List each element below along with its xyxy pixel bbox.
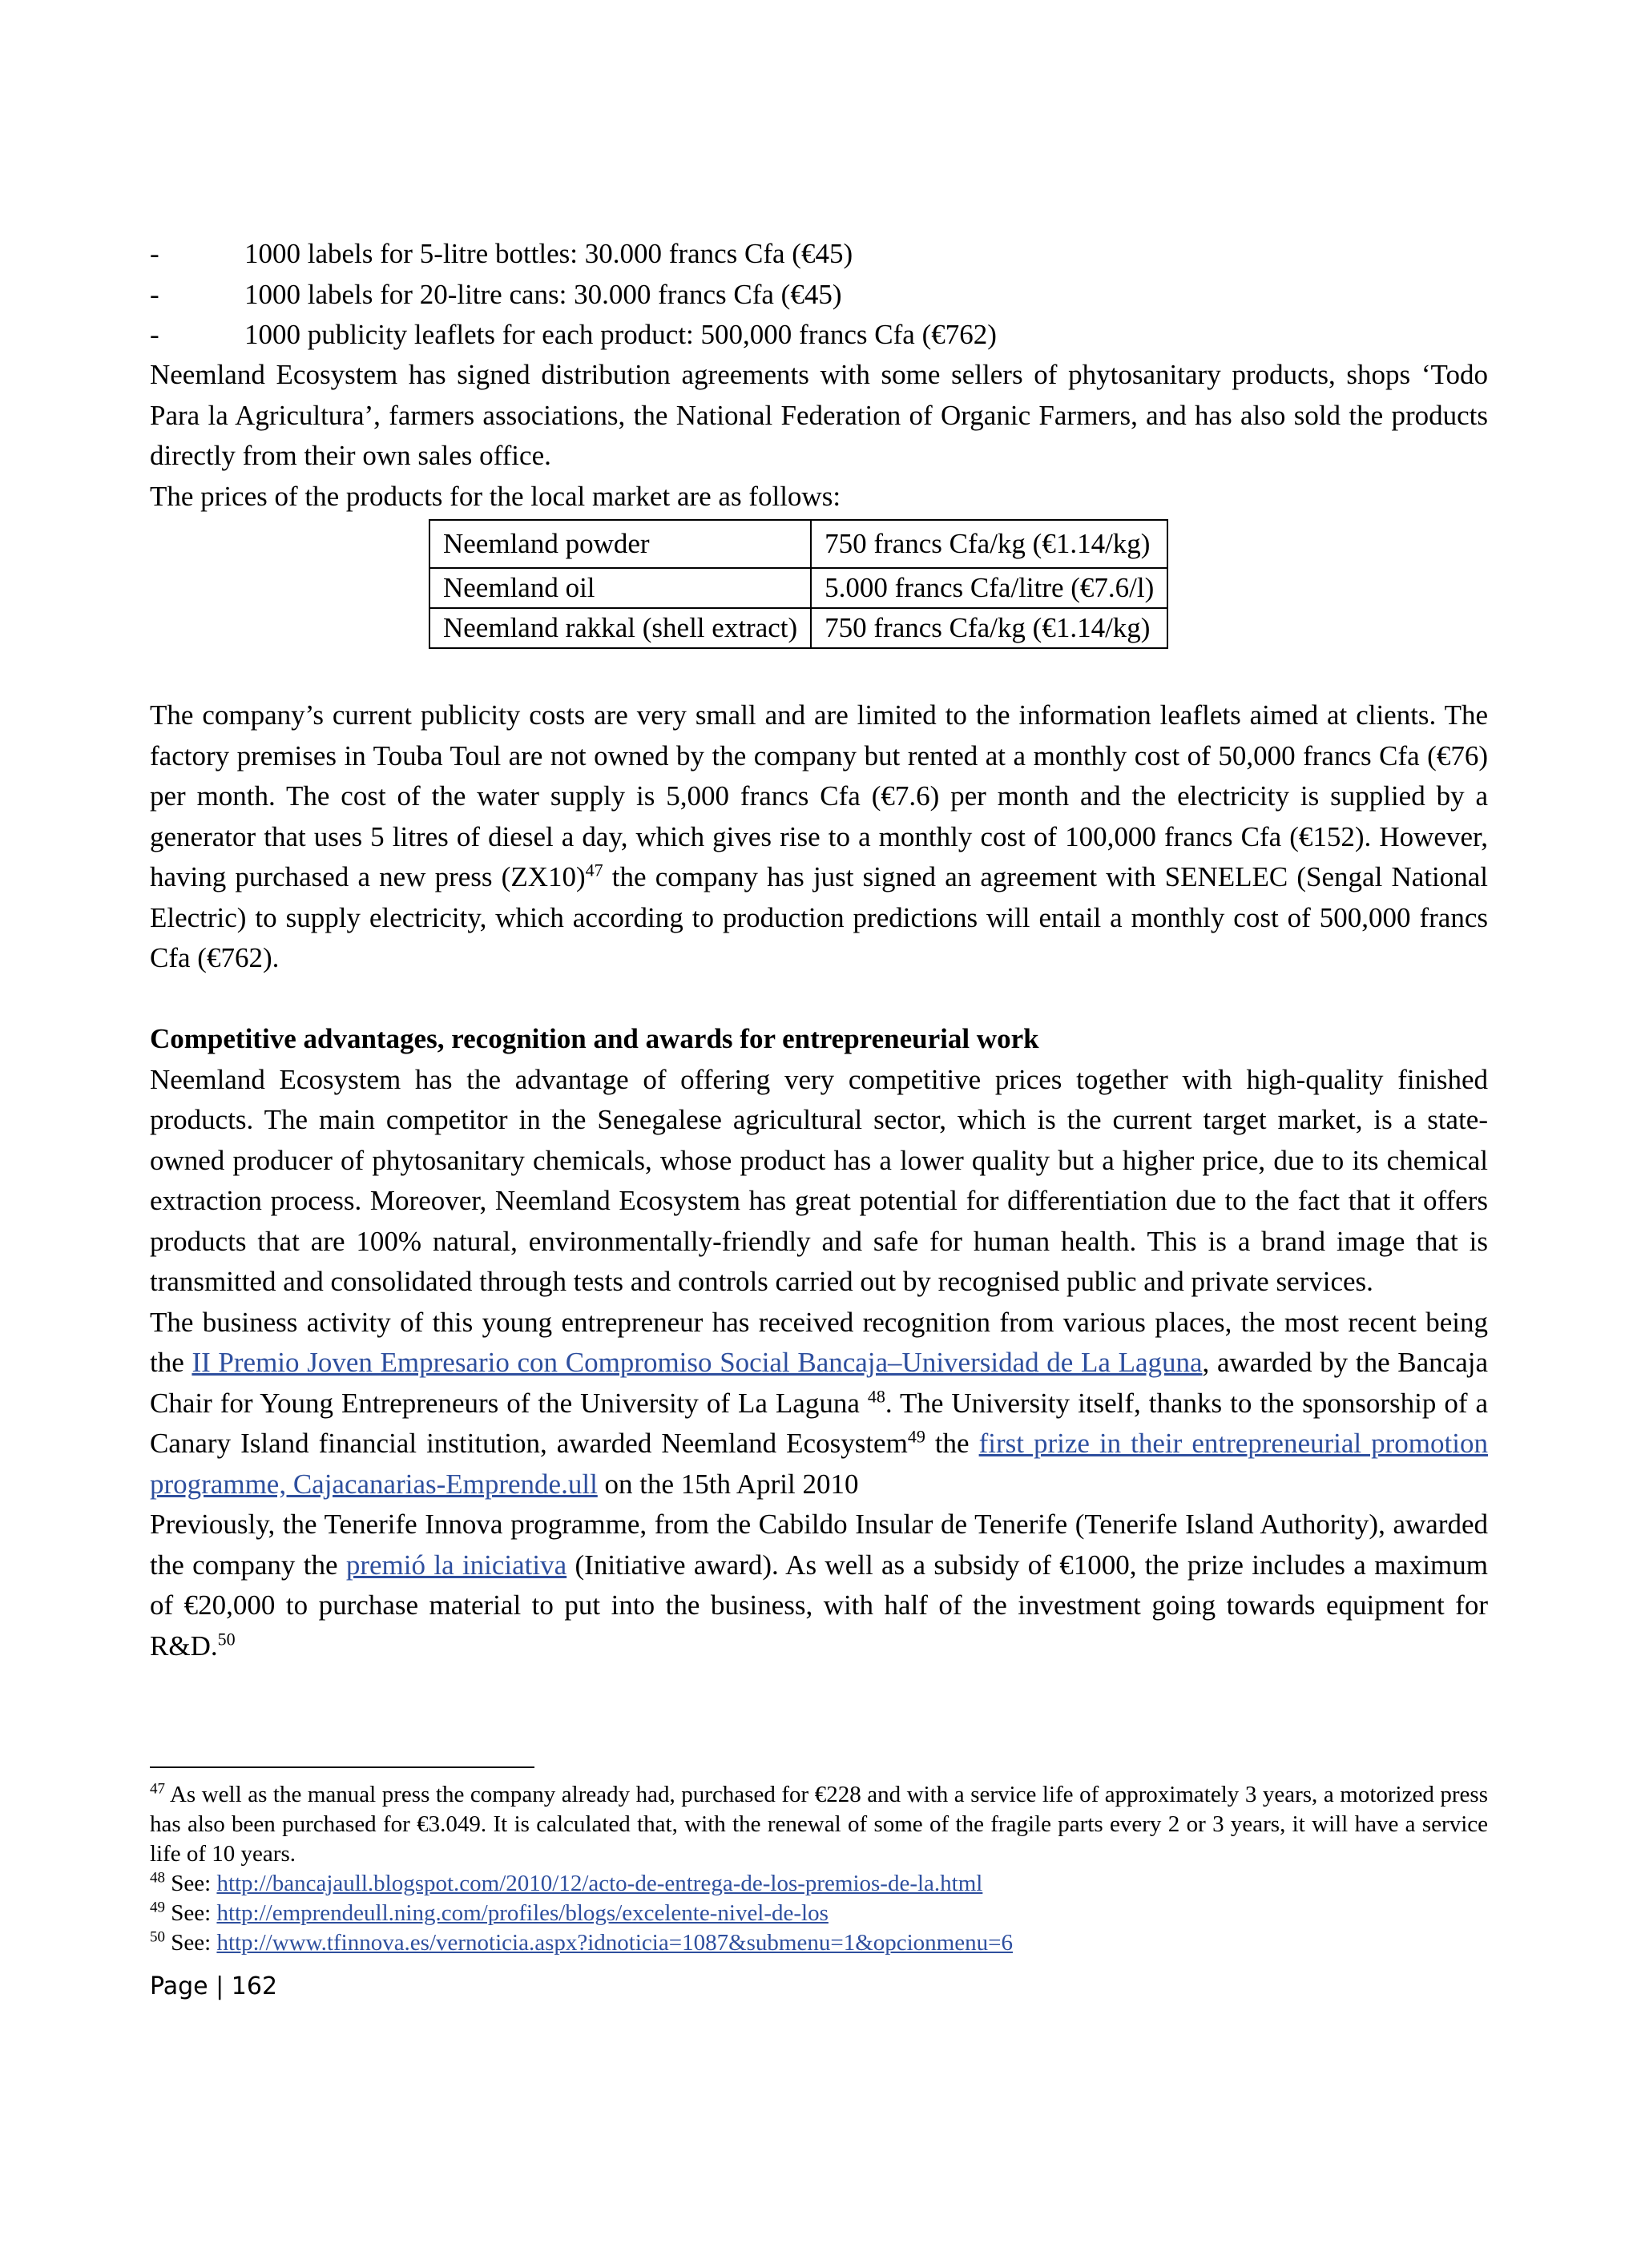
premio-iniciativa-link[interactable]: premió la iniciativa	[345, 1549, 567, 1581]
footnote-48	[150, 1869, 1488, 1899]
cost-list	[150, 234, 1488, 356]
list-item	[150, 234, 1488, 275]
emprendeull-link[interactable]: http://emprendeull.ning.com/profiles/blogs/excelente-nivel-de-los	[216, 1900, 829, 1926]
table-row	[429, 608, 1167, 648]
tfinnova-link[interactable]: http://www.tfinnova.es/vernoticia.aspx?idnoticia=1087&submenu=1&opcionmenu=6	[216, 1930, 1013, 1956]
recognition-paragraph	[150, 1303, 1488, 1505]
footnote-ref-50[interactable]: 50	[217, 1628, 236, 1649]
list-item-text: 1000 publicity leaflets for each product: 500,000 francs Cfa (€762)	[244, 319, 997, 350]
price-table	[429, 519, 1168, 649]
distribution-section	[150, 355, 1488, 517]
recognition-text: The business activity of this young entrepreneur has received recognition from various places, the most recent being the	[150, 1306, 1488, 1378]
list-item	[150, 275, 1488, 316]
footnote-divider	[150, 1766, 534, 1768]
first-prize-link[interactable]: first prize in their entrepreneurial promotion programme, Cajacanarias-Emprende.ull	[150, 1428, 1488, 1500]
recognition-text: . The University itself, thanks to the sponsorship of a Canary Island financial institution, awarded Neemland Ecosystem	[150, 1387, 1488, 1459]
costs-text: The company’s current publicity costs are very small and are limited to the information leaflets aimed at clients. The factory premises in Touba Toul are not owned by the company but rented at a monthly cost of 50,000 francs Cfa (€76) per month. The cost of the water supply is 5,000 francs Cfa (€7.6) per month and the electricity is supplied by a generator that uses 5 litres of diesel a day, which gives rise to a monthly cost of 100,000 francs Cfa (€152). However, having purchased a new press (ZX10)	[150, 699, 1488, 892]
recognition-text: the	[925, 1428, 979, 1459]
distribution-paragraph: Neemland Ecosystem has signed distribution agreements with some sellers of phytosanitary products, shops ‘Todo Para la Agricultura’, farmers associations, the National Federation of Organic Farmers, and has also sold the products directly from their own sales office.	[150, 359, 1488, 471]
list-item-text: 1000 labels for 5-litre bottles: 30.000 francs Cfa (€45)	[244, 238, 853, 269]
footnote-50	[150, 1928, 1488, 1958]
list-dash: -	[150, 238, 159, 269]
advantages-paragraph: Neemland Ecosystem has the advantage of offering very competitive prices together with high-quality finished products. The main competitor in the Senegalese agricultural sector, which is the current target market, is a state-owned producer of phytosanitary chemicals, whose product has a lower quality but a higher price, due to its chemical extraction process. Moreover, Neemland Ecosystem has great potential for differentiation due to the fact that it offers products that are 100% natural, environmentally-friendly and safe for human health. This is a brand image that is transmitted and consolidated through tests and controls carried out by recognised public and private services.	[150, 1063, 1488, 1297]
bancaja-blog-link[interactable]: http://bancajaull.blogspot.com/2010/12/acto-de-entrega-de-los-premios-de-la.html	[216, 1871, 983, 1896]
tenerife-text: (Initiative award). As well as a subsidy of €1000, the prize includes a maximum of €20,000 to purchase material to put into the business, with half of the investment going towards equipment for R&D.	[150, 1549, 1488, 1662]
price-cell: 5.000 francs Cfa/litre (€7.6/l)	[811, 568, 1167, 608]
table-row	[429, 568, 1167, 608]
list-item	[150, 315, 1488, 356]
footnote-ref-49[interactable]: 49	[907, 1426, 925, 1447]
price-cell: 750 francs Cfa/kg (€1.14/kg)	[811, 608, 1167, 648]
footnote-number: 47	[150, 1780, 165, 1798]
tenerife-paragraph	[150, 1505, 1488, 1666]
prices-intro: The prices of the products for the local market are as follows:	[150, 480, 841, 512]
product-cell: Neemland powder	[429, 520, 811, 568]
section-heading: Competitive advantages, recognition and awards for entrepreneurial work	[150, 1023, 1039, 1054]
page-number: Page | 162	[150, 1972, 278, 2000]
footnote-ref-47[interactable]: 47	[585, 860, 603, 880]
footnote-number: 50	[150, 1928, 165, 1946]
table-row	[429, 520, 1167, 568]
costs-section	[150, 695, 1488, 979]
footnote-text: As well as the manual press the company already had, purchased for €228 and with a service life of approximately 3 years, a motorized press has also been purchased for €3.049. It is calculated that, with the renewal of some of the fragile parts every 2 or 3 years, it will have a service life of 10 years.	[150, 1782, 1488, 1867]
footnote-49	[150, 1899, 1488, 1928]
costs-paragraph	[150, 695, 1488, 979]
product-cell: Neemland oil	[429, 568, 811, 608]
product-cell: Neemland rakkal (shell extract)	[429, 608, 811, 648]
footnote-47	[150, 1780, 1488, 1869]
footnote-label: See:	[165, 1930, 217, 1956]
recognition-text: on the 15th April 2010	[597, 1468, 859, 1500]
footnotes	[150, 1780, 1488, 1958]
list-dash: -	[150, 319, 159, 350]
costs-text-end: the company has just signed an agreement with SENELEC (Sengal National Electric) to supply electricity, which according to production predictions will entail a monthly cost of 500,000 francs Cfa (€762).	[150, 861, 1488, 973]
footnote-number: 49	[150, 1899, 165, 1916]
advantages-section	[150, 1019, 1488, 1666]
footnote-number: 48	[150, 1869, 165, 1887]
footnote-label: See:	[165, 1871, 217, 1896]
list-item-text: 1000 labels for 20-litre cans: 30.000 francs Cfa (€45)	[244, 278, 842, 310]
recognition-text: , awarded by the Bancaja Chair for Young Entrepreneurs of the University of La Laguna	[150, 1347, 1488, 1419]
premio-joven-link[interactable]: II Premio Joven Empresario con Compromiso Social Bancaja–Universidad de La Laguna	[192, 1347, 1203, 1378]
tenerife-text: Previously, the Tenerife Innova programme, from the Cabildo Insular de Tenerife (Tenerife Island Authority), awarded the company the	[150, 1509, 1488, 1581]
footnote-ref-48[interactable]: 48	[867, 1385, 885, 1406]
list-dash: -	[150, 278, 159, 310]
footnote-label: See:	[165, 1900, 217, 1926]
price-cell: 750 francs Cfa/kg (€1.14/kg)	[811, 520, 1167, 568]
